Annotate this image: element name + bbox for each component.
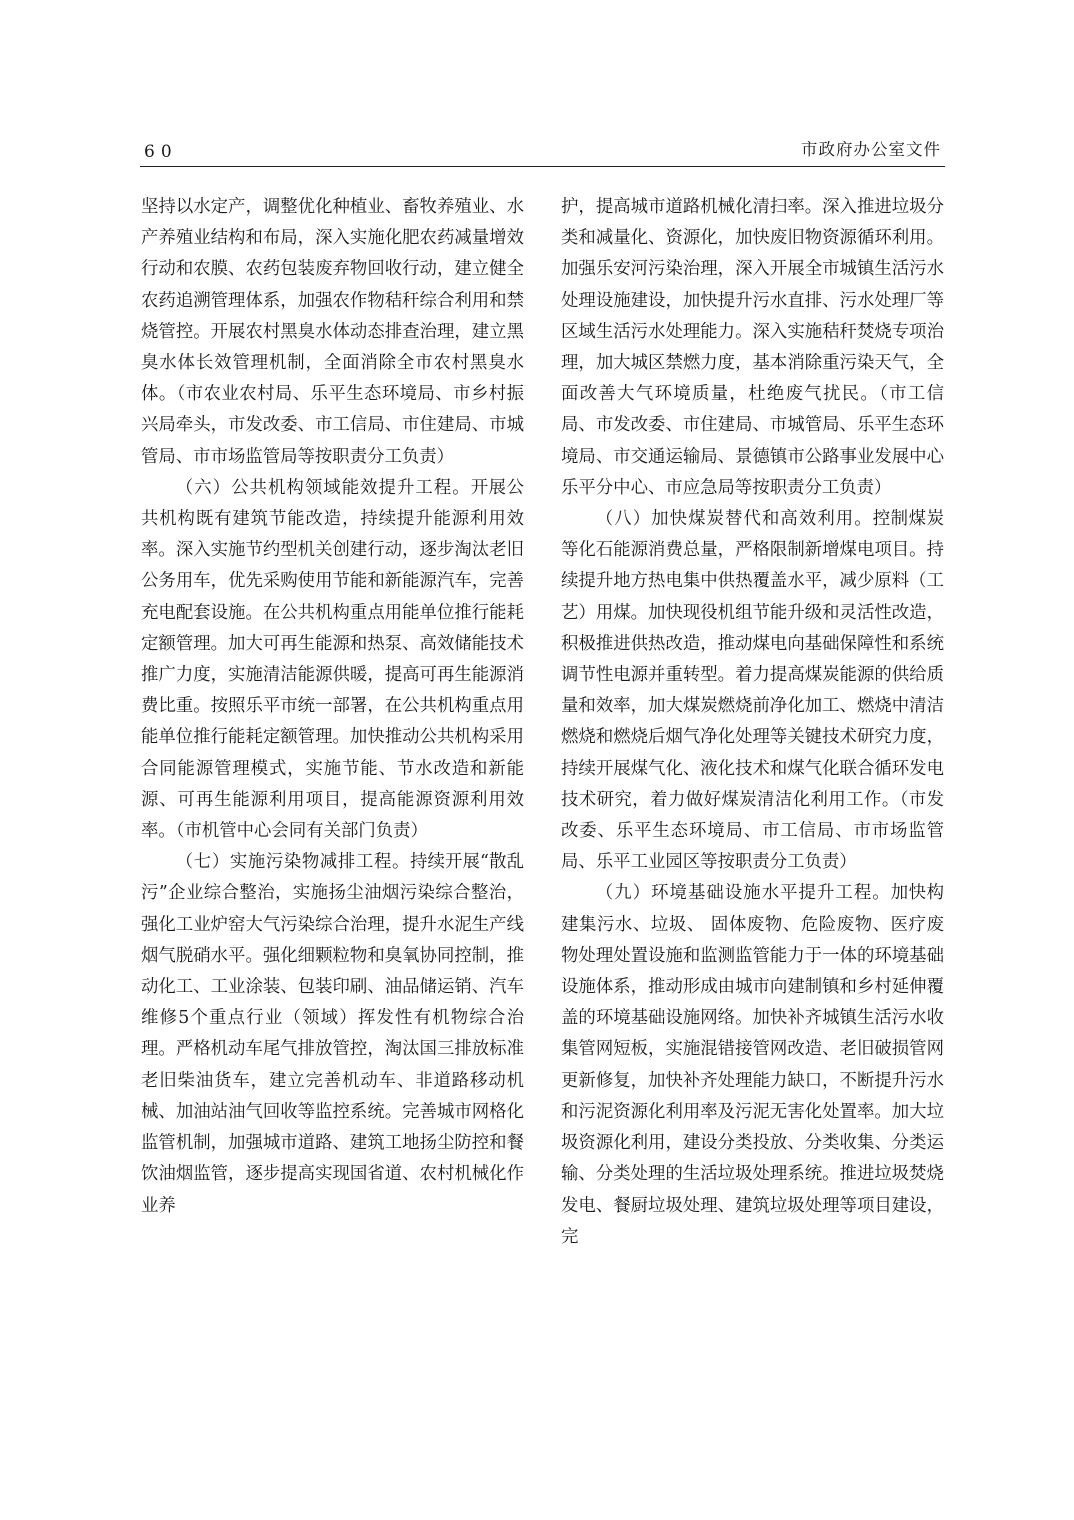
paragraph-body: 控制煤炭等化石能源消费总量，严格限制新增煤电项目。持续提升地方热电集中供热覆盖水平，减少原料（工艺）用煤。加快现役机组节能升级和灵活性改造，积极推进供热改造，推动煤电向基础保障性和系统调节性电源并重转型。着力提高煤炭能源的供给质量和效率，加大煤炭燃烧前净化加工、燃烧中清洁燃烧和燃烧后烟气净化处理等关键技术研究力度，持续开展煤气化、液化技术和煤气化联合循环发电技术研究，着力做好煤炭清洁化利用工作。（市发改委、乐平生态环境局、市工信局、市市场监管局、乐平工业园区等按职责分工负责） — [561, 509, 944, 873]
section-heading: （六）公共机构领域能效提升工程。 — [175, 477, 471, 498]
paragraph — [141, 847, 524, 1221]
page-number: 60 — [144, 142, 178, 162]
section-heading: （七）实施污染物减排工程。 — [175, 852, 410, 873]
paragraph — [561, 878, 944, 1252]
paragraph-body: 开展公共机构既有建筑节能改造，持续提升能源利用效率。深入实施节约型机关创建行动，逐步淘汰老旧公务用车，优先采购使用节能和新能源汽车，完善充电配套设施。在公共机构重点用能单位推行能耗定额管理。加大可再生能源和热泵、高效储能技术推广力度，实施清洁能源供暖，提高可再生能源消费比重。按照乐平市统一部署，在公共机构重点用能单位推行能耗定额管理。加快推动公共机构采用合同能源管理模式，实施节能、节水改造和新能源、可再生能源利用项目，提高能源资源利用效率。（市机管中心会同有关部门负责） — [141, 477, 524, 842]
page-header — [140, 128, 945, 167]
left-column — [141, 192, 524, 1222]
section-heading: （八）加快煤炭替代和高效利用。 — [595, 509, 873, 530]
paragraph: 护，提高城市道路机械化清扫率。深入推进垃圾分类和减量化、资源化，加快废旧物资源循环利用。加强乐安河污染治理，深入开展全市城镇生活污水处理设施建设，加快提升污水直排、污水处理厂等区域生活污水处理能力。深入实施秸秆焚烧专项治理，加大城区禁燃力度，基本消除重污染天气，全面改善大气环境质量，杜绝废气扰民。（市工信局、市发改委、市住建局、市城管局、乐平生态环境局、市交通运输局、景德镇市公路事业发展中心乐平分中心、市应急局等按职责分工负责） — [561, 197, 944, 498]
paragraph: 坚持以水定产，调整优化种植业、畜牧养殖业、水产养殖业结构和布局，深入实施化肥农药减量增效行动和农膜、农药包装废弃物回收行动，建立健全农药追溯管理体系，加强农作物秸秆综合利用和禁烧管控。开展农村黑臭水体动态排查治理，建立黑臭水体长效管理机制，全面消除全市农村黑臭水体。（市农业农村局、乐平生态环境局、市乡村振兴局牵头，市发改委、市工信局、市住建局、市城管局、市市场监管局等按职责分工负责） — [141, 197, 524, 467]
right-column — [561, 192, 944, 1253]
section-heading: （九）环境基础设施水平提升工程。 — [595, 883, 891, 904]
paragraph-body: 加快构建集污水、垃圾、 固体废物、危险废物、医疗废物处理处置设施和监测监管能力于一体的环境基础设施体系，推动形成由城市向建制镇和乡村延伸覆盖的环境基础设施网络。加快补齐城镇生活污水收集管网短板，实施混错接管网改造、老旧破损管网更新修复，加快补齐处理能力缺口，不断提升污水和污泥资源化利用率及污泥无害化处置率。加大垃圾资源化利用，建设分类投放、分类收集、分类运输、分类处理的生活垃圾处理系统。推进垃圾焚烧发电、餐厨垃圾处理、建筑垃圾处理等项目建设，完 — [561, 883, 944, 1247]
document-label: 市政府办公室文件 — [801, 140, 941, 159]
paragraph — [561, 504, 944, 878]
paragraph-body: 持续开展“散乱污”企业综合整治，实施扬尘油烟污染综合整治，强化工业炉窑大气污染综合治理，提升水泥生产线烟气脱硝水平。强化细颗粒物和臭氧协同控制，推动化工、工业涂装、包装印刷、油品储运销、汽车维修5个重点行业（领域）挥发性有机物综合治理。严格机动车尾气排放管控，淘汰国三排放标准老旧柴油货车，建立完善机动车、非道路移动机械、加油站油气回收等监控系统。完善城市网格化监管机制，加强城市道路、建筑工地扬尘防控和餐饮油烟监管，逐步提高实现国省道、农村机械化作业养 — [141, 852, 524, 1216]
paragraph — [141, 473, 524, 847]
